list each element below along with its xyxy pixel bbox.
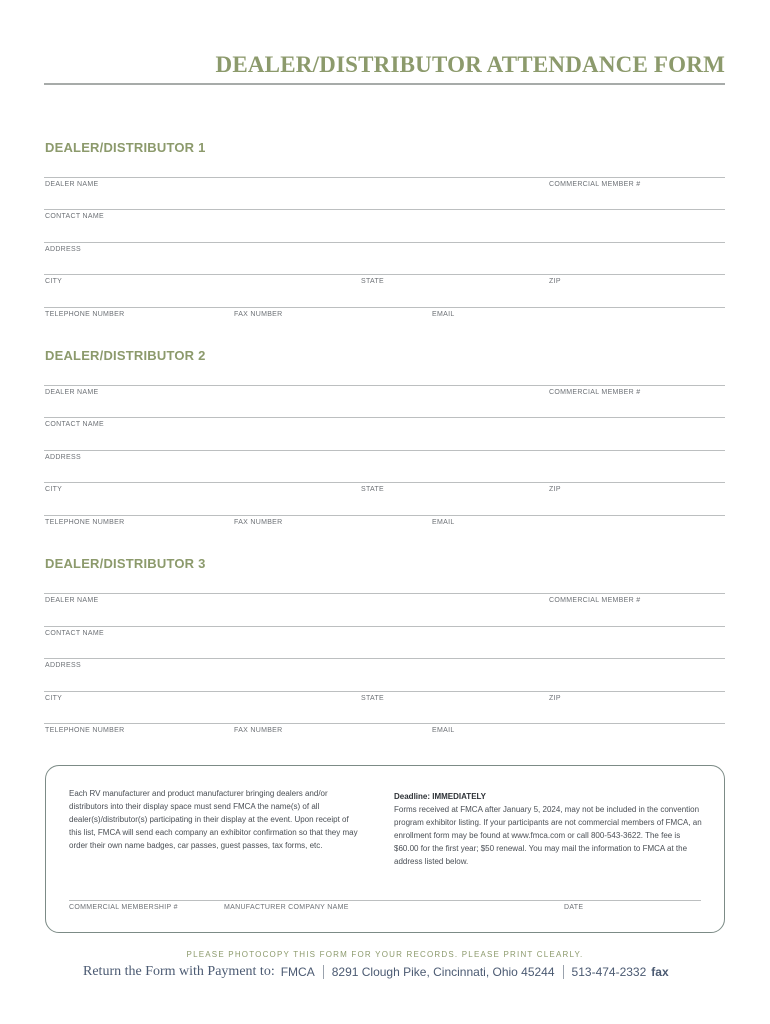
contact-name-row[interactable]: [44, 209, 725, 229]
contact-name-label: CONTACT NAME: [45, 421, 104, 428]
email-label: EMAIL: [432, 727, 455, 734]
org-name: FMCA: [280, 965, 315, 979]
email-label: EMAIL: [432, 311, 455, 318]
address-label: ADDRESS: [45, 662, 81, 669]
zip-label: ZIP: [549, 695, 561, 702]
section-heading: DEALER/DISTRIBUTOR 3: [45, 556, 206, 571]
city-state-zip-row[interactable]: [44, 482, 725, 502]
zip-label: ZIP: [549, 486, 561, 493]
contact-name-label: CONTACT NAME: [45, 630, 104, 637]
dealer-name-row[interactable]: [44, 593, 725, 613]
mailing-address: 8291 Clough Pike, Cincinnati, Ohio 45244: [331, 965, 555, 979]
deadline-block: [394, 790, 704, 868]
city-label: CITY: [45, 278, 63, 285]
fax-label: FAX NUMBER: [234, 519, 283, 526]
photocopy-note: PLEASE PHOTOCOPY THIS FORM FOR YOUR RECORDS. PLEASE PRINT CLEARLY.: [186, 950, 584, 959]
manufacturer-name-label: MANUFACTURER COMPANY NAME: [224, 904, 349, 911]
fax-number: 513-474-2332: [571, 965, 647, 979]
commercial-member-label: COMMERCIAL MEMBER #: [549, 181, 641, 188]
dealer-name-row[interactable]: [44, 385, 725, 405]
contact-name-row[interactable]: [44, 626, 725, 646]
telephone-label: TELEPHONE NUMBER: [45, 519, 125, 526]
address-row[interactable]: [44, 658, 725, 678]
fax-word: fax: [651, 965, 669, 979]
phone-fax-email-row[interactable]: [44, 307, 725, 327]
address-label: ADDRESS: [45, 454, 81, 461]
return-address-line: [83, 964, 669, 980]
state-label: STATE: [361, 486, 385, 493]
telephone-label: TELEPHONE NUMBER: [45, 311, 125, 318]
state-label: STATE: [361, 695, 385, 702]
fax-label: FAX NUMBER: [234, 727, 283, 734]
telephone-label: TELEPHONE NUMBER: [45, 727, 125, 734]
instructions-text: Each RV manufacturer and product manufacturer bringing dealers and/or distributors into their display space must send FMCA the name(s) of all dealer(s)/distributor(s) participating in their display at the event. Upon receipt of this list, FMCA will send each company an exhibitor confirmation so that they may order their own name badges, car passes, guest passes, tax forms, etc.: [69, 789, 358, 850]
email-label: EMAIL: [432, 519, 455, 526]
dealer-name-label: DEALER NAME: [45, 181, 99, 188]
state-label: STATE: [361, 278, 385, 285]
city-state-zip-row[interactable]: [44, 274, 725, 294]
dealer-name-row[interactable]: [44, 177, 725, 197]
address-row[interactable]: [44, 450, 725, 470]
dealer-name-label: DEALER NAME: [45, 389, 99, 396]
address-label: ADDRESS: [45, 246, 81, 253]
return-lead-text: Return the Form with Payment to:: [83, 964, 275, 979]
membership-number-label: COMMERCIAL MEMBERSHIP #: [69, 904, 178, 911]
title-divider: [44, 83, 725, 85]
dealer-name-label: DEALER NAME: [45, 597, 99, 604]
phone-fax-email-row[interactable]: [44, 515, 725, 535]
phone-fax-email-row[interactable]: [44, 723, 725, 743]
deadline-text: Forms received at FMCA after January 5, 2024, may not be included in the convention program exhibitor listing. If your participants are not commercial members of FMCA, an enrollment form may be found at www.fmca.com or call 800-543-3622. The fee is $60.00 for the first year; $50 renewal. You may mail the information to FMCA at the address listed below.: [394, 805, 702, 866]
fax-label: FAX NUMBER: [234, 311, 283, 318]
contact-name-label: CONTACT NAME: [45, 213, 104, 220]
address-row[interactable]: [44, 242, 725, 262]
commercial-member-label: COMMERCIAL MEMBER #: [549, 389, 641, 396]
commercial-member-label: COMMERCIAL MEMBER #: [549, 597, 641, 604]
zip-label: ZIP: [549, 278, 561, 285]
separator: [323, 965, 324, 979]
city-label: CITY: [45, 695, 63, 702]
section-heading: DEALER/DISTRIBUTOR 2: [45, 348, 206, 363]
section-heading: DEALER/DISTRIBUTOR 1: [45, 140, 206, 155]
deadline-label: Deadline: IMMEDIATELY: [394, 792, 487, 801]
city-label: CITY: [45, 486, 63, 493]
contact-name-row[interactable]: [44, 417, 725, 437]
city-state-zip-row[interactable]: [44, 691, 725, 711]
manufacturer-signature-line[interactable]: [69, 900, 701, 901]
date-label: DATE: [564, 904, 584, 911]
form-title: DEALER/DISTRIBUTOR ATTENDANCE FORM: [215, 52, 725, 77]
separator: [563, 965, 564, 979]
manufacturer-info-box: [45, 765, 725, 933]
